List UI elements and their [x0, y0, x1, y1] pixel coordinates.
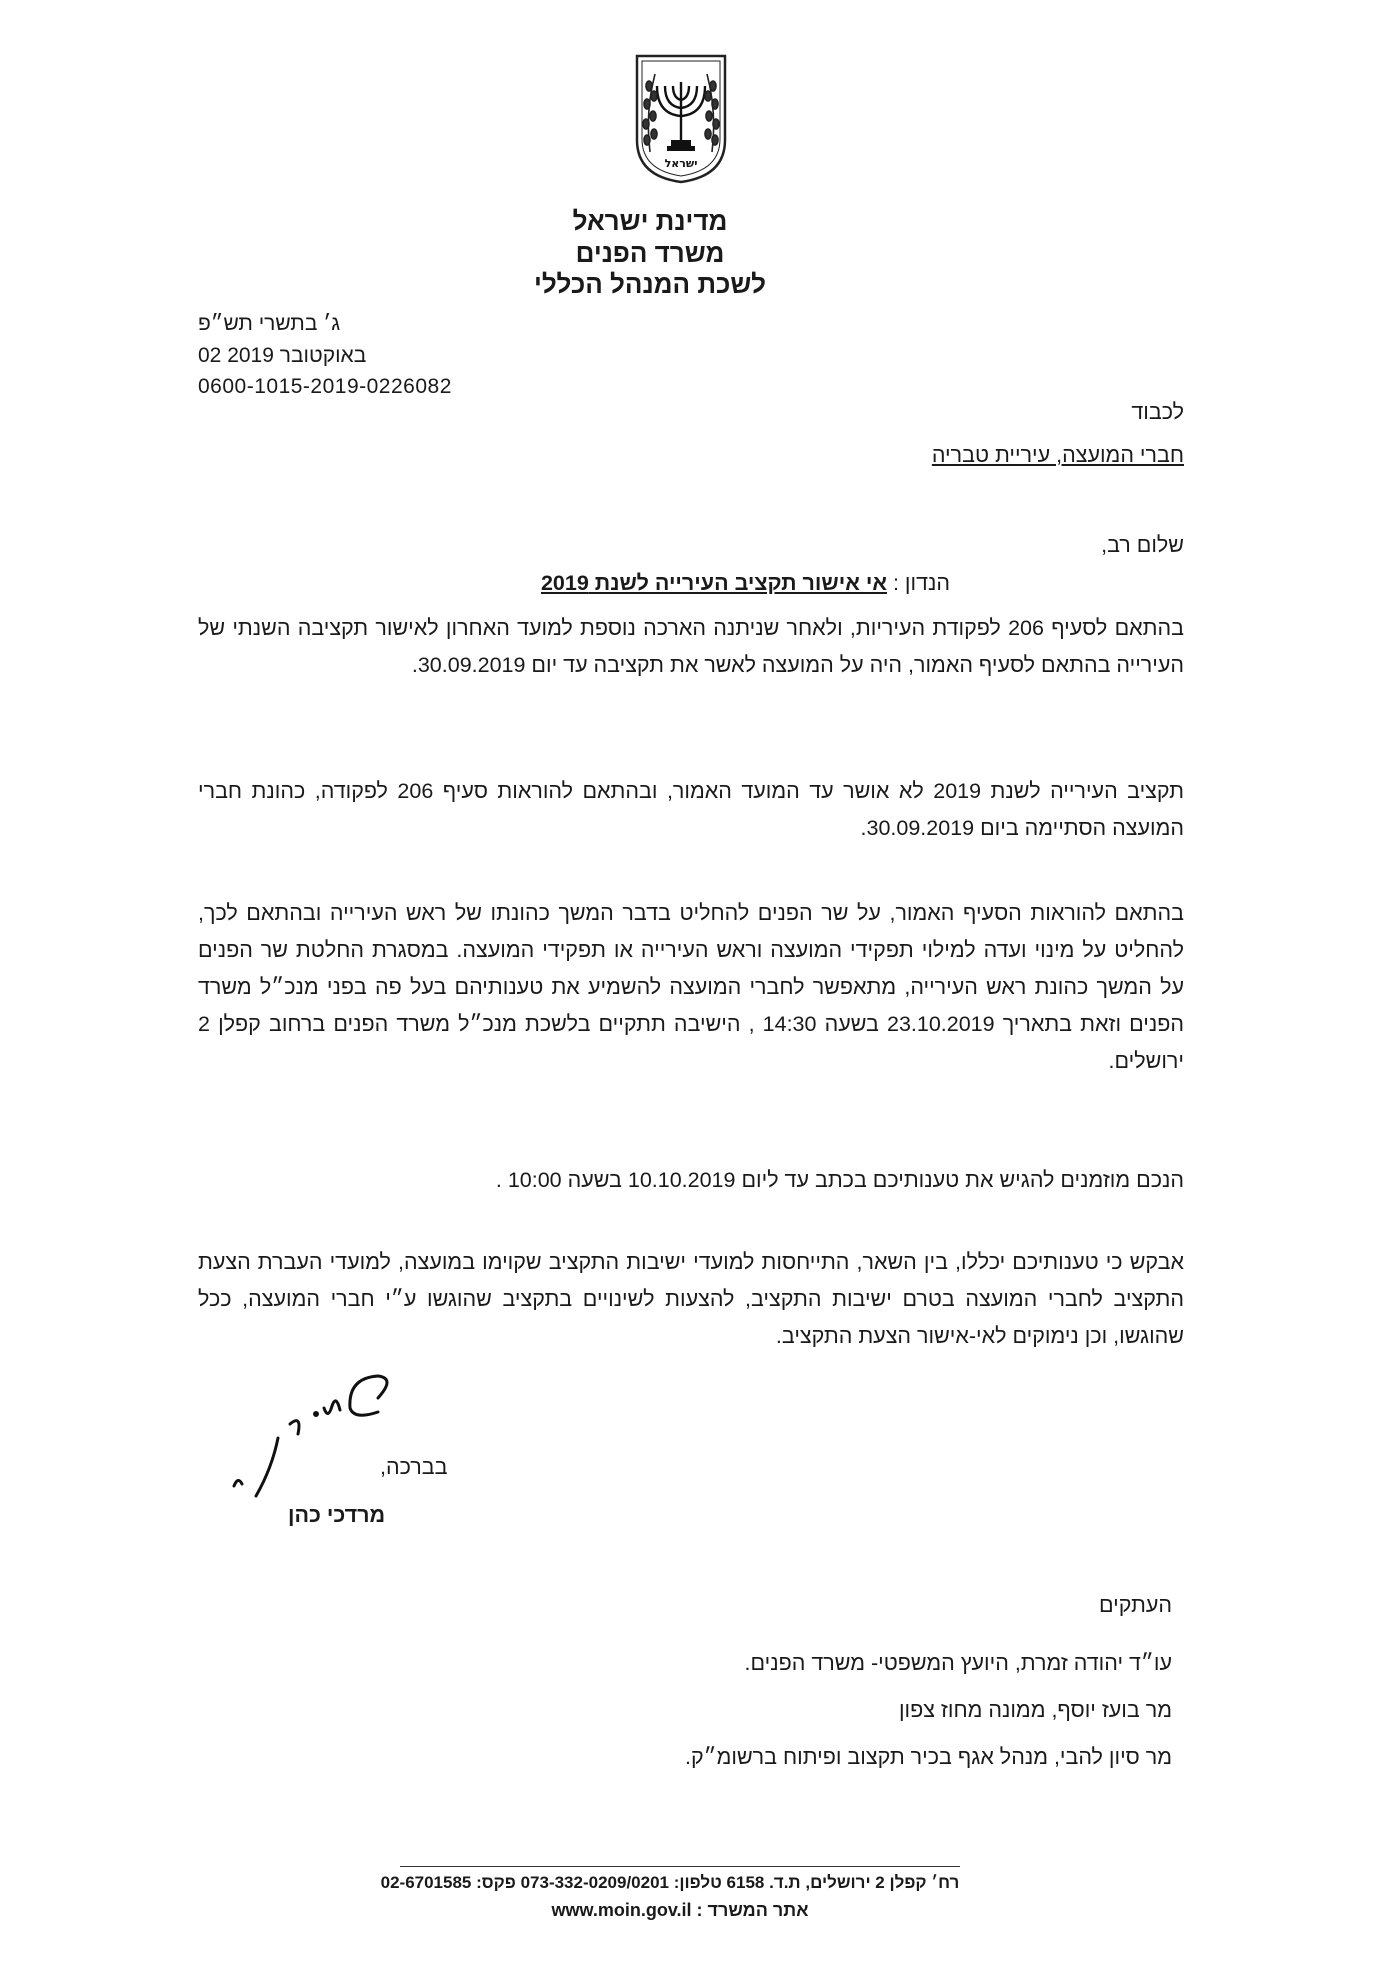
- paragraph-3: [198, 895, 1184, 1080]
- recipient-label: לכבוד: [1131, 400, 1184, 424]
- footer-divider: [400, 1866, 960, 1867]
- list-item: מר בועז יוסף, ממונה מחוז צפון: [898, 1698, 1172, 1722]
- list-item: מר סיון להבי, מנהל אגף בכיר תקצוב ופיתוח ברשומ״ק.: [685, 1745, 1172, 1769]
- paragraph-text: בהתאם לסעיף 206 לפקודת העיריות, ולאחר שניתנה הארכה נוספת למועד האחרון לאישור תקציבה השנתי של העירייה בהתאם לסעיף האמור, היה על המועצה לאשר את תקציבה עד יום 30.09.2019.: [198, 616, 1184, 677]
- paragraph-text: הנכם מוזמנים להגיש את טענותיכם בכתב עד ליום 10.10.2019 בשעה 10:00 .: [495, 1168, 1184, 1192]
- paragraph-text: בהתאם להוראות הסעיף האמור, על שר הפנים להחליט בדבר המשך כהונתו של ראש העירייה ובהתאם לכך, להחליט על מינוי ועדה למילוי תפקידי המועצה וראש העירייה או תפקידי המועצה. במסגרת החלטת שר הפנים על המשך כהונת ראש העירייה, מתאפשר לחברי המועצה להשמיע את טענותיהם בעל פה בפני מנכ״ל משרד הפנים וזאת בתאריך 23.10.2019 בשעה 14:30 , הישיבה תתקיים בלשכת מנכ״ל משרד הפנים ברחוב קפלן 2 ירושלים.: [198, 901, 1184, 1073]
- paragraph-2: [198, 773, 1184, 847]
- emblem-text: ישראל: [664, 157, 698, 170]
- footer-address: רח׳ קפלן 2 ירושלים, ת.ד. 6158 טלפון: 073-332-0209/0201 פקס: 02-6701585: [380, 1873, 960, 1892]
- paragraph-1: [198, 610, 1184, 684]
- copies-list: [372, 1640, 1172, 1781]
- gregorian-date: 02 באוקטובר 2019: [198, 344, 367, 367]
- reference-number: 0600-1015-2019-0226082: [198, 375, 452, 398]
- org-name: מדינת ישראל: [572, 206, 728, 236]
- subject-prefix: הנדון :: [887, 571, 950, 595]
- ministry-name: משרד הפנים: [575, 238, 725, 268]
- state-emblem-icon: [633, 52, 729, 184]
- subject-title: אי אישור תקציב העירייה לשנת 2019: [540, 571, 887, 595]
- recipient-name: חברי המועצה, עיריית טבריה: [931, 443, 1184, 467]
- office-name: לשכת המנהל הכללי: [534, 269, 766, 299]
- greeting: שלום רב,: [1101, 533, 1184, 557]
- hebrew-date: ג׳ בתשרי תש״פ: [198, 312, 341, 335]
- paragraph-text: תקציב העירייה לשנת 2019 לא אושר עד המועד האמור, ובהתאם להוראות סעיף 206 לפקודה, כהונת חברי המועצה הסתיימה ביום 30.09.2019.: [198, 779, 1184, 840]
- signer-name: מרדכי כהן: [288, 1503, 386, 1527]
- paragraph-text: אבקש כי טענותיכם יכללו, בין השאר, התייחסות למועדי ישיבות התקציב שקוימו במועצה, למועדי העברת הצעת התקציב לחברי המועצה בטרם ישיבות התקציב, להצעות לשינויים בתקציב שהוגשו ע״י חברי המועצה, ככל שהוגשו, וכן נימוקים לאי-אישור הצעת התקציב.: [198, 1250, 1184, 1348]
- handwritten-signature: [228, 1368, 398, 1508]
- closing-salutation: בברכה,: [380, 1455, 448, 1479]
- paragraph-4: [198, 1162, 1184, 1199]
- list-item: עו״ד יהודה זמרת, היועץ המשפטי- משרד הפנים.: [744, 1651, 1172, 1675]
- subject-line: [541, 571, 950, 596]
- footer-website: אתר המשרד : www.moin.gov.il: [551, 1900, 809, 1920]
- paragraph-5: [198, 1244, 1184, 1355]
- copies-title: העתקים: [1099, 1593, 1172, 1617]
